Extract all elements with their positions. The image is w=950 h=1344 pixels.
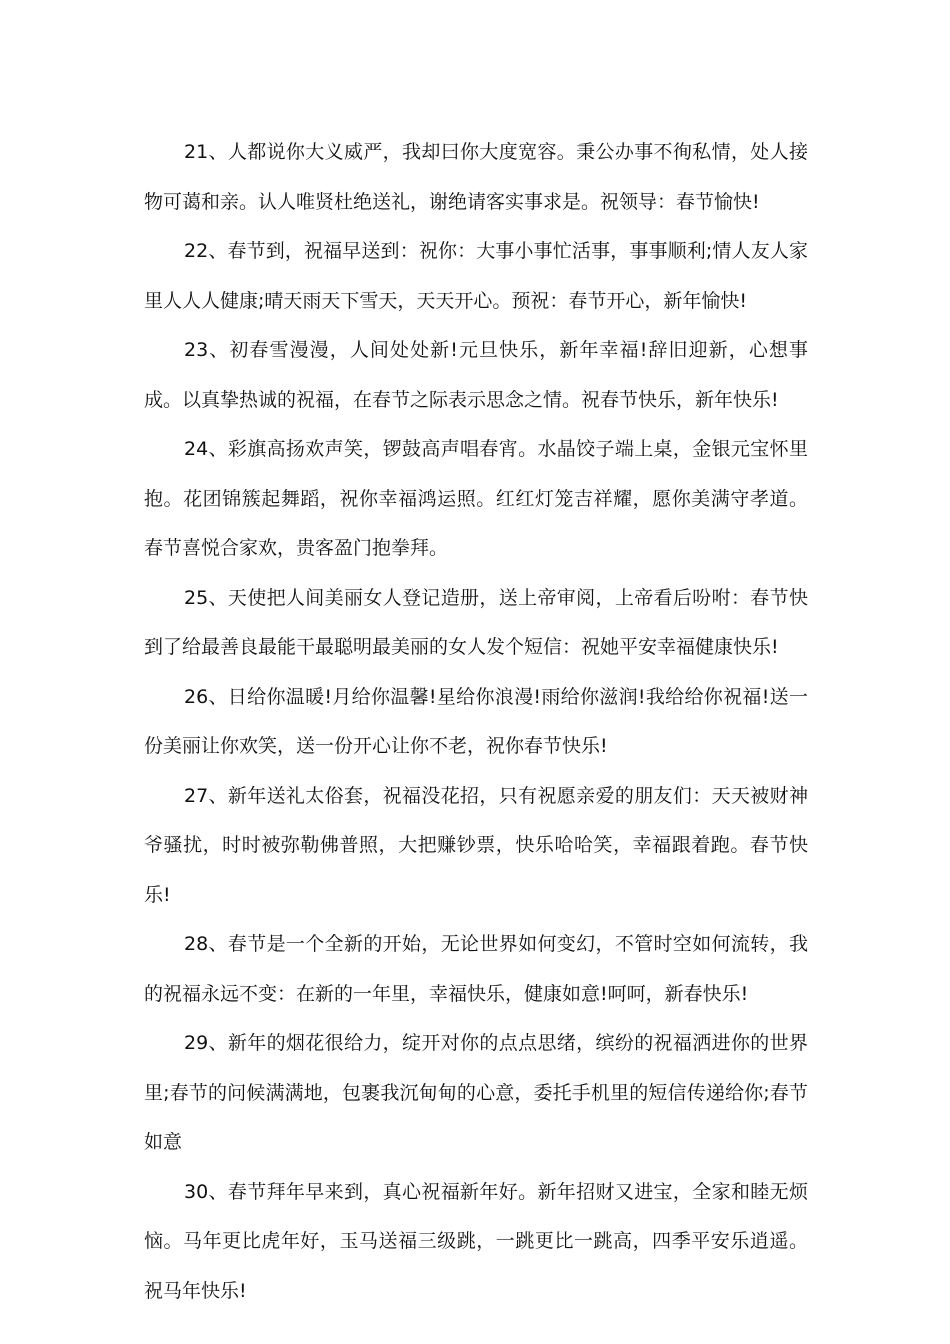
paragraph-29: 29、新年的烟花很给力，绽开对你的点点思绪，缤纷的祝福洒进你的世界里;春节的问候满满地，包裹我沉甸甸的心意，委托手机里的短信传递给你;春节如意 — [144, 1032, 808, 1153]
document-body — [144, 128, 808, 1316]
paragraph-24: 24、彩旗高扬欢声笑，锣鼓高声唱春宵。水晶饺子端上桌，金银元宝怀里抱。花团锦簇起舞蹈，祝你幸福鸿运照。红红灯笼吉祥耀，愿你美满守孝道。春节喜悦合家欢，贵客盈门抱拳拜。 — [144, 438, 808, 559]
paragraph-23: 23、初春雪漫漫，人间处处新!元旦快乐，新年幸福!辞旧迎新，心想事成。以真挚热诚的祝福，在春节之际表示思念之情。祝春节快乐，新年快乐! — [144, 339, 808, 411]
paragraph-21: 21、人都说你大义威严，我却曰你大度宽容。秉公办事不徇私情，处人接物可蔼和亲。认人唯贤杜绝送礼，谢绝请客实事求是。祝领导：春节愉快! — [144, 141, 808, 213]
paragraph-27: 27、新年送礼太俗套，祝福没花招，只有祝愿亲爱的朋友们：天天被财神爷骚扰，时时被弥勒佛普照，大把赚钞票，快乐哈哈笑，幸福跟着跑。春节快乐! — [144, 784, 808, 906]
paragraph-26: 26、日给你温暖!月给你温馨!星给你浪漫!雨给你滋润!我给给你祝福!送一份美丽让你欢笑，送一份开心让你不老，祝你春节快乐! — [144, 685, 808, 757]
paragraph-28: 28、春节是一个全新的开始，无论世界如何变幻，不管时空如何流转，我的祝福永远不变：在新的一年里，幸福快乐，健康如意!呵呵，新春快乐! — [144, 933, 808, 1005]
paragraph-22: 22、春节到，祝福早送到：祝你：大事小事忙活事，事事顺利;情人友人家里人人人健康;晴天雨天下雪天，天天开心。预祝：春节开心，新年愉快! — [144, 240, 808, 312]
paragraph-30: 30、春节拜年早来到，真心祝福新年好。新年招财又进宝，全家和睦无烦恼。马年更比虎年好，玉马送福三级跳，一跳更比一跳高，四季平安乐逍遥。祝马年快乐! — [144, 1180, 808, 1302]
paragraph-25: 25、天使把人间美丽女人登记造册，送上帝审阅，上帝看后吩咐：春节快到了给最善良最能干最聪明最美丽的女人发个短信：祝她平安幸福健康快乐! — [144, 586, 808, 658]
